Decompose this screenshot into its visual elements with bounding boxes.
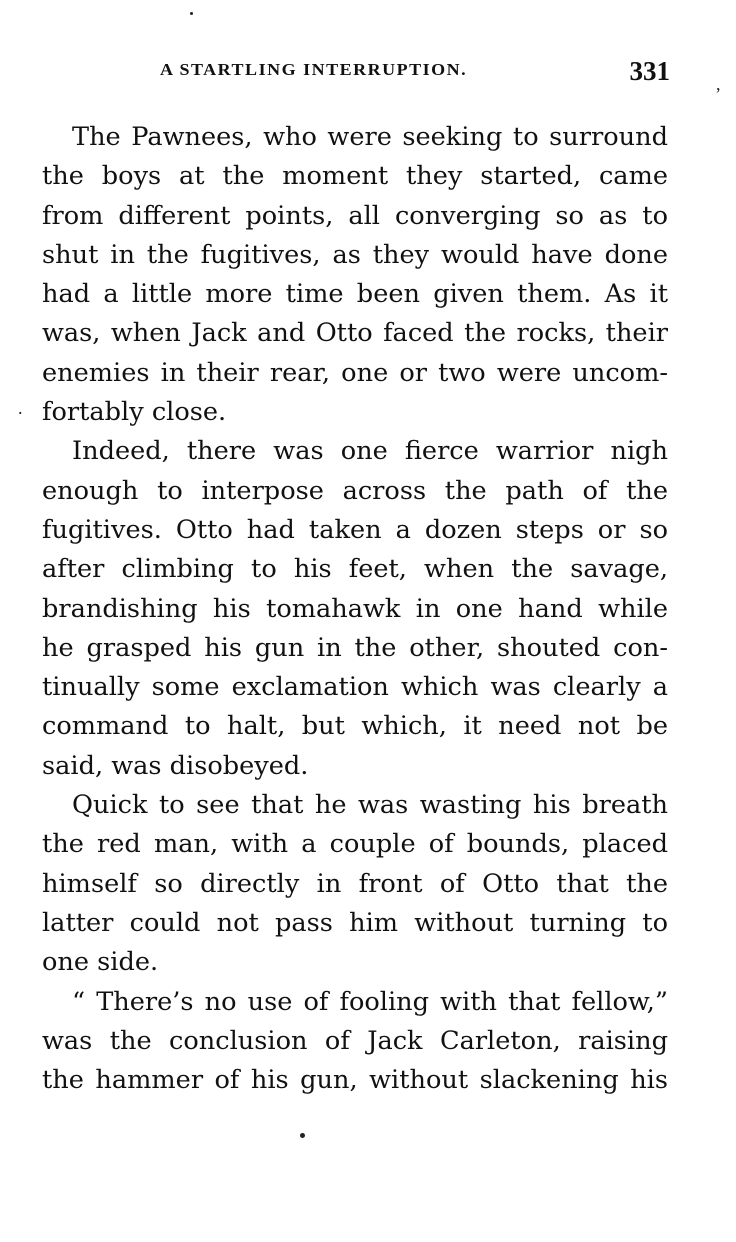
text-line: the red man, with a couple of bounds, placed (42, 829, 668, 860)
running-title: A STARTLING INTERRUPTION. (160, 60, 468, 79)
text-line: “ There’s no use of fooling with that fellow,” (72, 986, 668, 1017)
text-line: tinually some exclamation which was clearly a (42, 672, 668, 703)
body-text (42, 118, 668, 1100)
margin-dot-mark: . (18, 398, 23, 418)
text-line: shut in the fugitives, as they would have done (42, 239, 668, 270)
running-header (160, 56, 670, 90)
text-line: command to halt, but which, it need not be (42, 711, 668, 742)
text-line: had a little more time been given them. As it (42, 279, 668, 310)
paragraph (42, 118, 668, 432)
text-line: the hammer of his gun, without slackening his (42, 1065, 668, 1096)
text-line: fugitives. Otto had taken a dozen steps or so (42, 514, 668, 545)
text-line: one side. (42, 947, 159, 978)
text-line: from different points, all converging so as to (42, 200, 668, 231)
text-line: he grasped his gun in the other, shouted con- (42, 632, 668, 663)
text-line: latter could not pass him without turning to (42, 907, 668, 938)
text-line: brandishing his tomahawk in one hand while (42, 593, 668, 624)
text-line: The Pawnees, who were seeking to surround (72, 122, 668, 152)
margin-tick-mark: , (716, 74, 721, 94)
text-line: Indeed, there was one fierce warrior nigh (72, 436, 668, 467)
text-line: was the conclusion of Jack Carleton, raising (42, 1025, 668, 1056)
page-number: 331 (629, 56, 670, 86)
paragraph (42, 786, 668, 982)
text-line: said, was disobeyed. (42, 750, 309, 781)
text-line: enough to interpose across the path of the (42, 475, 668, 506)
text-line: fortably close. (42, 397, 227, 428)
text-line: enemies in their rear, one or two were uncom- (42, 357, 668, 388)
text-line: was, when Jack and Otto faced the rocks, their (42, 318, 668, 349)
text-line: after climbing to his feet, when the savage, (42, 554, 668, 585)
top-speck (190, 12, 193, 15)
bottom-speck (300, 1133, 305, 1138)
text-line: the boys at the moment they started, came (42, 161, 668, 192)
paragraph (42, 983, 668, 1101)
text-line: Quick to see that he was wasting his breath (72, 790, 668, 821)
paragraph (42, 432, 668, 786)
text-line: himself so directly in front of Otto that the (42, 868, 668, 899)
